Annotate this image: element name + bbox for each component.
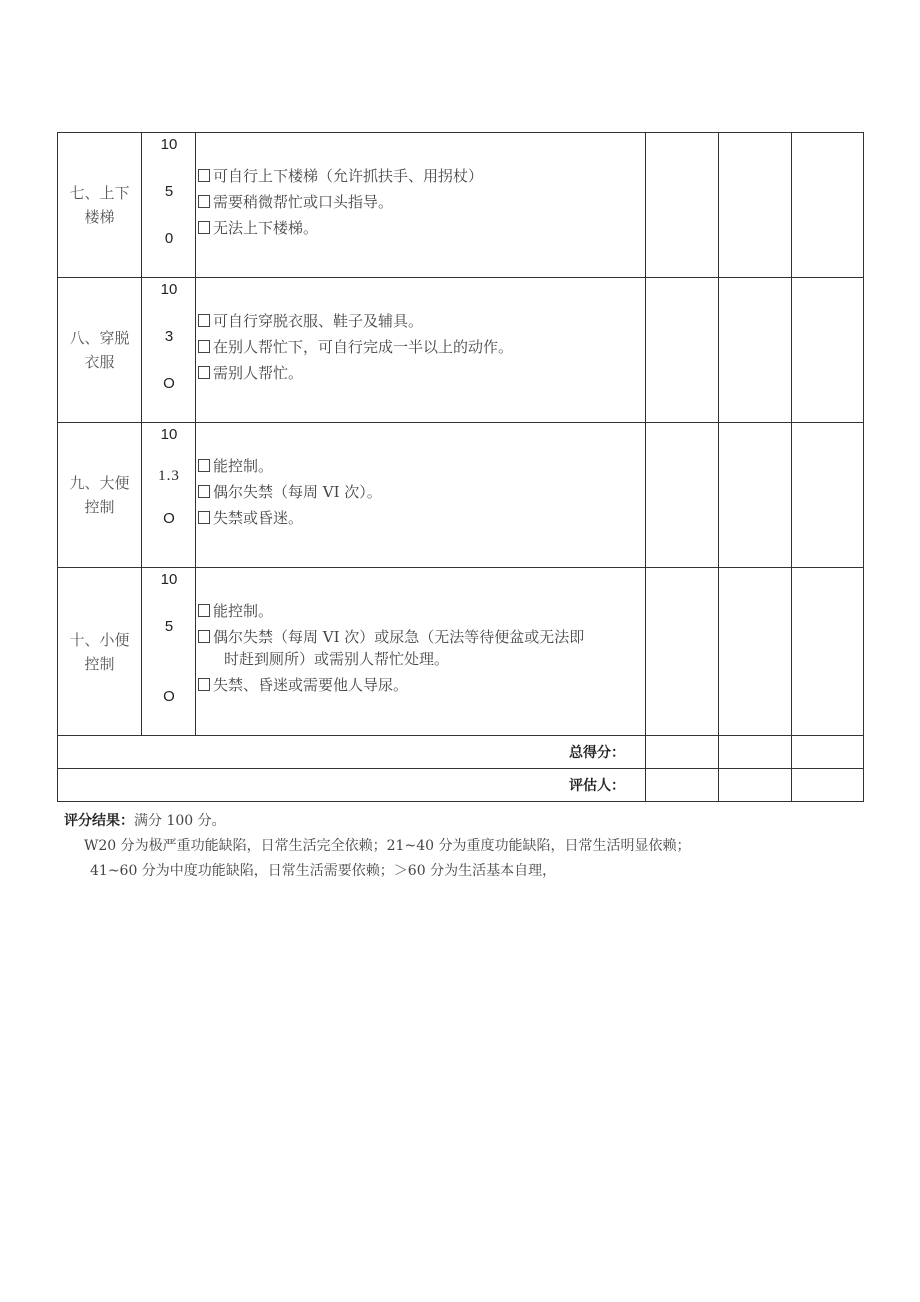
option-item: [198, 505, 641, 531]
total-score-row: [58, 736, 864, 769]
option-text: 在别人帮忙下，可自行完成一半以上的动作。: [213, 338, 514, 356]
option-item: [198, 360, 641, 386]
score-cell-1[interactable]: [646, 278, 719, 423]
checkbox[interactable]: [198, 221, 210, 234]
score-value: O: [163, 375, 175, 392]
item-name-line1: 七、上下: [69, 184, 130, 202]
checkbox[interactable]: [198, 169, 210, 182]
option-item: [198, 598, 641, 624]
option-text: 能控制。: [213, 457, 274, 475]
option-text: 需别人帮忙。: [213, 364, 304, 382]
option-text: 无法上下楼梯。: [213, 219, 319, 237]
score-value: 5: [164, 618, 174, 635]
option-descriptions: [196, 423, 646, 568]
option-text: 失禁、昏迷或需要他人导尿。: [213, 676, 409, 694]
assessor-label: 评估人：: [58, 769, 646, 802]
score-cell-2[interactable]: [719, 278, 792, 423]
adl-assessment-table: [57, 132, 863, 806]
item-name: [58, 423, 142, 568]
option-item: [198, 189, 641, 215]
total-score-cell-3[interactable]: [792, 736, 864, 769]
score-options: [142, 423, 196, 568]
checkbox[interactable]: [198, 678, 210, 691]
option-text-continuation: 时赶到厕所）或需别人帮忙处理。: [224, 650, 450, 668]
score-cell-3[interactable]: [792, 278, 864, 423]
option-text: 能控制。: [213, 602, 274, 620]
score-options: [142, 278, 196, 423]
option-item: [198, 334, 641, 360]
option-descriptions: [196, 133, 646, 278]
score-cell-2[interactable]: [719, 568, 792, 736]
score-value: O: [163, 510, 175, 527]
assessor-cell-2[interactable]: [719, 769, 792, 802]
score-cell-1[interactable]: [646, 423, 719, 568]
option-text: 可自行上下楼梯（允许抓扶手、用拐杖）: [213, 167, 484, 185]
scoring-notes: [64, 808, 854, 884]
score-cell-2[interactable]: [719, 423, 792, 568]
score-table: [57, 132, 864, 802]
score-value: 1.3: [158, 468, 180, 484]
option-item: [198, 479, 641, 505]
assessor-row: [58, 769, 864, 802]
total-score-label: 总得分：: [58, 736, 646, 769]
score-cell-1[interactable]: [646, 568, 719, 736]
item-row-bowel-control: [58, 423, 864, 568]
severity-line-2: 41~60 分为中度功能缺陷，日常生活需要依赖；＞60 分为生活基本自理，: [90, 863, 557, 879]
score-cell-3[interactable]: [792, 568, 864, 736]
option-item: [198, 163, 641, 189]
item-name-line1: 十、小便: [69, 630, 130, 649]
result-label: 评分结果：: [64, 812, 134, 828]
severity-line-1: W20 分为极严重功能缺陷，日常生活完全依赖；21~40 分为重度功能缺陷，日常生活明显依赖；: [84, 838, 691, 854]
option-text: 需要稍微帮忙或口头指导。: [213, 193, 394, 211]
checkbox[interactable]: [198, 314, 210, 327]
checkbox[interactable]: [198, 485, 210, 498]
option-item: [198, 624, 641, 670]
checkbox[interactable]: [198, 195, 210, 208]
option-text: 失禁或昏迷。: [213, 509, 304, 527]
option-item: [198, 308, 641, 334]
score-cell-1[interactable]: [646, 133, 719, 278]
checkbox[interactable]: [198, 604, 210, 617]
item-name: [58, 568, 142, 736]
option-text: 偶尔失禁（每周 VI 次）。: [213, 483, 382, 501]
checkbox[interactable]: [198, 511, 210, 524]
item-row-bladder-control: [58, 568, 864, 736]
checkbox[interactable]: [198, 459, 210, 472]
option-item: [198, 453, 641, 479]
option-text: 偶尔失禁（每周 VI 次）或尿急（无法等待便盆或无法即: [213, 628, 585, 646]
item-row-stairs: [58, 133, 864, 278]
option-text: 可自行穿脱衣服、鞋子及辅具。: [213, 312, 424, 330]
item-name-line2: 控制: [84, 654, 115, 673]
score-value: 10: [160, 281, 178, 298]
item-name-line1: 八、穿脱: [69, 329, 130, 347]
score-value: 0: [164, 230, 174, 247]
checkbox[interactable]: [198, 366, 210, 379]
item-row-dressing: [58, 278, 864, 423]
option-descriptions: [196, 568, 646, 736]
item-name: [58, 133, 142, 278]
total-score-cell-2[interactable]: [719, 736, 792, 769]
score-value: 10: [160, 571, 178, 588]
assessor-cell-1[interactable]: [646, 769, 719, 802]
score-value: 3: [164, 328, 174, 345]
item-name-line2: 衣服: [84, 353, 115, 371]
score-options: [142, 133, 196, 278]
score-value: 10: [160, 426, 178, 443]
score-value: 10: [160, 136, 178, 153]
item-name: [58, 278, 142, 423]
score-options: [142, 568, 196, 736]
score-cell-2[interactable]: [719, 133, 792, 278]
option-descriptions: [196, 278, 646, 423]
score-cell-3[interactable]: [792, 133, 864, 278]
score-value: O: [163, 688, 175, 705]
total-score-cell-1[interactable]: [646, 736, 719, 769]
result-text: 满分 100 分。: [134, 813, 226, 829]
item-name-line1: 九、大便: [69, 474, 130, 492]
checkbox[interactable]: [198, 630, 210, 643]
item-name-line2: 楼梯: [84, 208, 115, 226]
item-name-line2: 控制: [84, 498, 115, 516]
result-line: [64, 808, 854, 834]
score-value: 5: [164, 183, 174, 200]
assessor-cell-3[interactable]: [792, 769, 864, 802]
option-item: [198, 215, 641, 241]
score-cell-3[interactable]: [792, 423, 864, 568]
checkbox[interactable]: [198, 340, 210, 353]
option-item: [198, 672, 641, 698]
